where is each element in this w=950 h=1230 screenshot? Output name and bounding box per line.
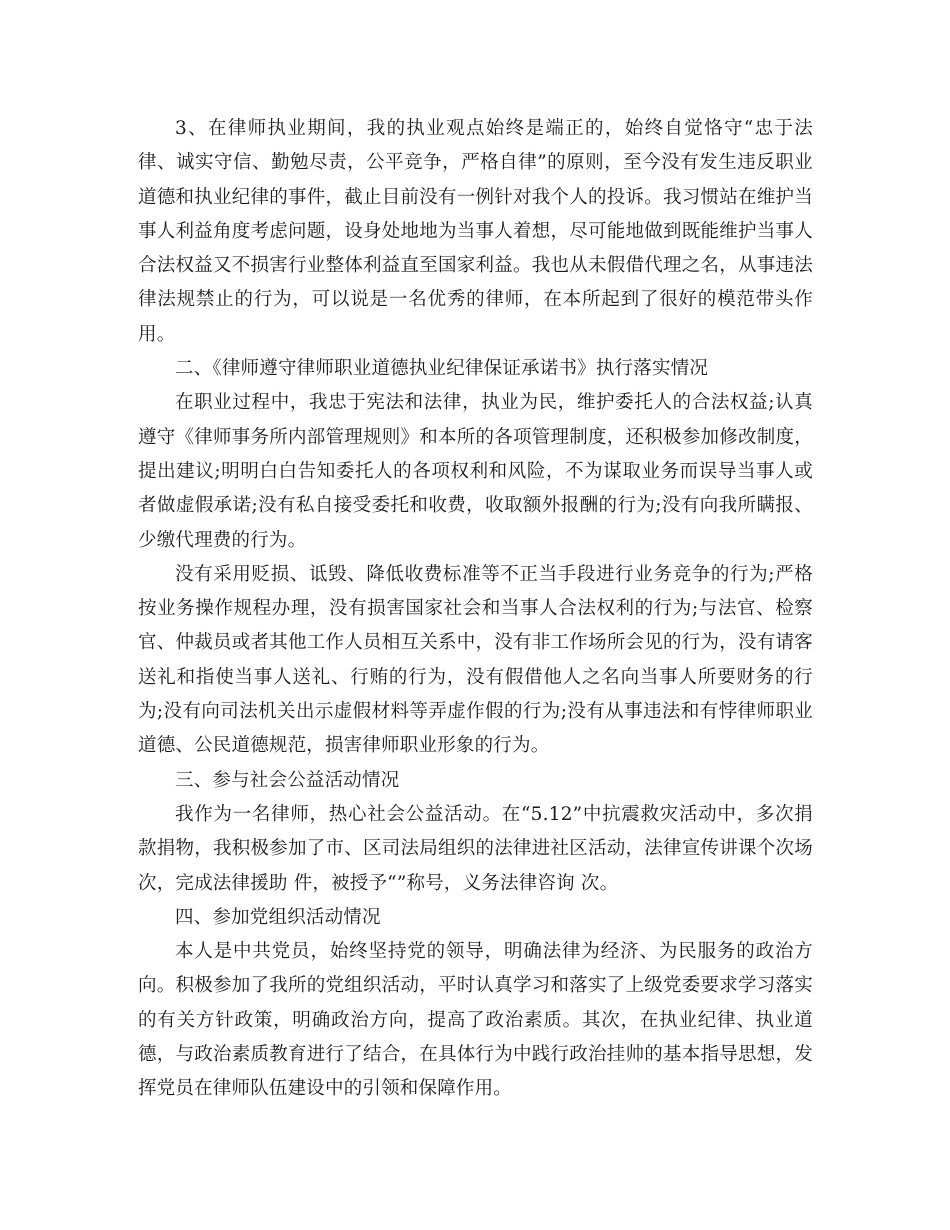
section-heading-pledge: 二、《律师遵守律师职业道德执业纪律保证承诺书》执行落实情况 [175,358,709,380]
paragraph-party: 本人是中共党员，始终坚持党的领导，明确法律为经济、为民服务的政治方向。积极参加了我所的党组织活动，平时认真学习和落实了上级党委要求学习落实的有关方针政策，明确政治方向，提高了政治素质。其次，在执业纪律、执业道德，与政治素质教育进行了结合，在具体行为中践行政治挂帅的基本指导思想，发挥党员在律师队伍建设中的引领和保障作用。 [138,941,813,1100]
section-heading-public-welfare: 三、参与社会公益活动情况 [175,769,400,791]
section-heading-party: 四、参加党组织活动情况 [175,906,381,928]
document-page [138,112,813,1107]
paragraph-conduct: 3、在律师执业期间，我的执业观点始终是端正的，始终自觉恪守“忠于法律、诚实守信、勤勉尽责，公平竞争，严格自律”的原则，至今没有发生违反职业道德和执业纪律的事件，截止目前没有一例针对我个人的投诉。我习惯站在维护当事人利益角度考虑问题，设身处地地为当事人着想，尽可能地做到既能维护当事人合法权益又不损害行业整体利益直至国家利益。我也从未假借代理之名，从事违法律法规禁止的行为，可以说是一名优秀的律师，在本所起到了很好的模范带头作用。 [138,118,813,345]
paragraph-pledge-prohibitions: 没有采用贬损、诋毁、降低收费标准等不正当手段进行业务竞争的行为;严格按业务操作规程办理，没有损害国家社会和当事人合法权利的行为;与法官、检察官、仲裁员或者其他工作人员相互关系中，没有非工作场所会见的行为，没有请客送礼和指使当事人送礼、行贿的行为，没有假借他人之名向当事人所要财务的行为;没有向司法机关出示虚假材料等弄虚作假的行为;没有从事违法和有悖律师职业道德、公民道德规范，损害律师职业形象的行为。 [138,563,813,757]
paragraph-public-welfare: 我作为一名律师，热心社会公益活动。在“5.12”中抗震救灾活动中，多次捐款捐物，我积极参加了市、区司法局组织的法律进社区活动，法律宣传讲课个次场次，完成法律援助 件，被授予“”称号，义务法律咨询 次。 [138,803,813,894]
paragraph-pledge-duties: 在职业过程中，我忠于宪法和法律，执业为民，维护委托人的合法权益;认真遵守《律师事务所内部管理规则》和本所的各项管理制度，还积极参加修改制度，提出建议;明明白白告知委托人的各项权利和风险，不为谋取业务而误导当事人或者做虚假承诺;没有私自接受委托和收费，收取额外报酬的行为;没有向我所瞒报、少缴代理费的行为。 [138,392,813,551]
